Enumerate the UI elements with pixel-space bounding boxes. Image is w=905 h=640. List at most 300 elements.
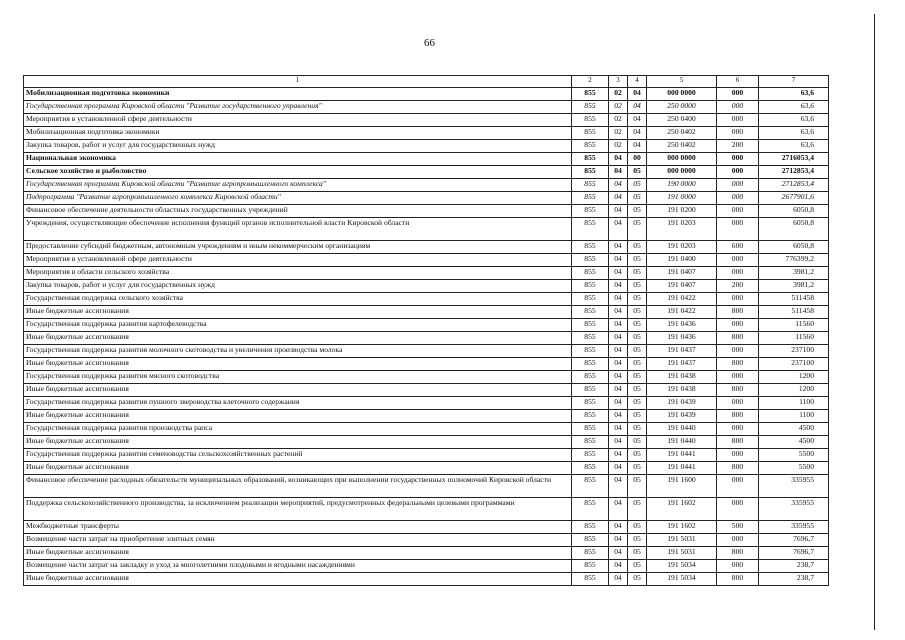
row-target-code: 250 0402 xyxy=(647,127,717,140)
table-row xyxy=(24,410,829,423)
row-ministry-code: 855 xyxy=(572,371,609,384)
row-expense-type-code: 800 xyxy=(717,358,759,371)
row-target-code: 191 0400 xyxy=(647,254,717,267)
table-row xyxy=(24,423,829,436)
row-expense-type-code: 800 xyxy=(717,436,759,449)
table-row xyxy=(24,547,829,560)
row-ministry-code: 855 xyxy=(572,254,609,267)
row-amount: 237100 xyxy=(759,345,829,358)
row-amount: 2677901,6 xyxy=(759,192,829,205)
table-row xyxy=(24,166,829,179)
row-section-code: 02 xyxy=(609,140,628,153)
row-amount: 5500 xyxy=(759,462,829,475)
row-amount: 5500 xyxy=(759,449,829,462)
row-amount: 6050,8 xyxy=(759,241,829,254)
row-ministry-code: 855 xyxy=(572,436,609,449)
row-ministry-code: 855 xyxy=(572,140,609,153)
row-amount: 63,6 xyxy=(759,114,829,127)
table-row xyxy=(24,218,829,241)
row-ministry-code: 855 xyxy=(572,462,609,475)
table-row xyxy=(24,140,829,153)
row-ministry-code: 855 xyxy=(572,332,609,345)
row-section-code: 04 xyxy=(609,205,628,218)
row-name: Государственная поддержка развития картофелеводства xyxy=(24,319,572,332)
row-target-code: 191 0440 xyxy=(647,423,717,436)
row-amount: 7696,7 xyxy=(759,547,829,560)
row-subsection-code: 05 xyxy=(628,371,647,384)
row-ministry-code: 855 xyxy=(572,423,609,436)
table-row xyxy=(24,358,829,371)
row-section-code: 04 xyxy=(609,371,628,384)
row-target-code: 000 0000 xyxy=(647,153,717,166)
row-section-code: 04 xyxy=(609,358,628,371)
row-subsection-code: 05 xyxy=(628,345,647,358)
row-expense-type-code: 000 xyxy=(717,475,759,498)
row-expense-type-code: 800 xyxy=(717,547,759,560)
table-row xyxy=(24,127,829,140)
row-name: Сельское хозяйство и рыболовство xyxy=(24,166,572,179)
row-ministry-code: 855 xyxy=(572,192,609,205)
row-name: Мероприятия в установленной сфере деятельности xyxy=(24,114,572,127)
row-ministry-code: 855 xyxy=(572,88,609,101)
row-section-code: 04 xyxy=(609,241,628,254)
row-section-code: 04 xyxy=(609,423,628,436)
row-section-code: 04 xyxy=(609,153,628,166)
row-target-code: 191 1602 xyxy=(647,498,717,521)
row-ministry-code: 855 xyxy=(572,319,609,332)
row-target-code: 191 0440 xyxy=(647,436,717,449)
row-amount: 2712853,4 xyxy=(759,166,829,179)
row-ministry-code: 855 xyxy=(572,397,609,410)
row-ministry-code: 855 xyxy=(572,560,609,573)
row-target-code: 191 0441 xyxy=(647,462,717,475)
row-name: Государственная программа Кировской области "Развитие государственного управления" xyxy=(24,101,572,114)
row-subsection-code: 05 xyxy=(628,254,647,267)
row-section-code: 02 xyxy=(609,101,628,114)
row-subsection-code: 05 xyxy=(628,397,647,410)
row-target-code: 191 1600 xyxy=(647,475,717,498)
row-ministry-code: 855 xyxy=(572,498,609,521)
row-amount: 2716053,4 xyxy=(759,153,829,166)
row-target-code: 191 0407 xyxy=(647,267,717,280)
row-target-code: 191 0000 xyxy=(647,192,717,205)
row-subsection-code: 04 xyxy=(628,101,647,114)
row-amount: 511458 xyxy=(759,293,829,306)
row-name: Финансовое обеспечение деятельности областных государственных учреждений xyxy=(24,205,572,218)
row-target-code: 191 0438 xyxy=(647,384,717,397)
table-row xyxy=(24,384,829,397)
table-row xyxy=(24,88,829,101)
row-expense-type-code: 000 xyxy=(717,345,759,358)
row-section-code: 04 xyxy=(609,547,628,560)
row-ministry-code: 855 xyxy=(572,384,609,397)
row-name: Иные бюджетные ассигнования xyxy=(24,573,572,586)
row-name: Возмещение части затрат на приобретение элитных семян xyxy=(24,534,572,547)
table-row xyxy=(24,306,829,319)
row-ministry-code: 855 xyxy=(572,127,609,140)
row-subsection-code: 05 xyxy=(628,573,647,586)
row-ministry-code: 855 xyxy=(572,166,609,179)
row-subsection-code: 05 xyxy=(628,384,647,397)
row-expense-type-code: 000 xyxy=(717,319,759,332)
row-section-code: 04 xyxy=(609,573,628,586)
row-ministry-code: 855 xyxy=(572,205,609,218)
row-name: Иные бюджетные ассигнования xyxy=(24,436,572,449)
table-row xyxy=(24,397,829,410)
row-target-code: 191 0407 xyxy=(647,280,717,293)
table-row xyxy=(24,267,829,280)
table-row xyxy=(24,280,829,293)
row-subsection-code: 05 xyxy=(628,498,647,521)
table-row xyxy=(24,114,829,127)
row-amount: 237100 xyxy=(759,358,829,371)
row-target-code: 190 0000 xyxy=(647,179,717,192)
row-amount: 63,6 xyxy=(759,101,829,114)
table-row xyxy=(24,345,829,358)
row-target-code: 191 0437 xyxy=(647,358,717,371)
row-subsection-code: 05 xyxy=(628,319,647,332)
row-amount: 63,6 xyxy=(759,88,829,101)
row-ministry-code: 855 xyxy=(572,475,609,498)
table-row xyxy=(24,319,829,332)
row-expense-type-code: 000 xyxy=(717,218,759,241)
row-ministry-code: 855 xyxy=(572,534,609,547)
row-subsection-code: 04 xyxy=(628,140,647,153)
row-amount: 511458 xyxy=(759,306,829,319)
table-row xyxy=(24,436,829,449)
row-name: Иные бюджетные ассигнования xyxy=(24,462,572,475)
row-name: Иные бюджетные ассигнования xyxy=(24,547,572,560)
row-expense-type-code: 000 xyxy=(717,534,759,547)
row-target-code: 191 0439 xyxy=(647,410,717,423)
row-subsection-code: 05 xyxy=(628,241,647,254)
row-section-code: 04 xyxy=(609,410,628,423)
row-expense-type-code: 500 xyxy=(717,521,759,534)
row-ministry-code: 855 xyxy=(572,114,609,127)
row-amount: 11560 xyxy=(759,319,829,332)
row-expense-type-code: 800 xyxy=(717,462,759,475)
row-subsection-code: 05 xyxy=(628,462,647,475)
table-row xyxy=(24,332,829,345)
row-target-code: 191 0439 xyxy=(647,397,717,410)
row-name: Мероприятия в области сельского хозяйства xyxy=(24,267,572,280)
row-expense-type-code: 000 xyxy=(717,101,759,114)
row-section-code: 04 xyxy=(609,192,628,205)
row-target-code: 191 5034 xyxy=(647,560,717,573)
row-name: Иные бюджетные ассигнования xyxy=(24,306,572,319)
column-number-row xyxy=(24,76,829,88)
row-amount: 1100 xyxy=(759,397,829,410)
row-subsection-code: 05 xyxy=(628,449,647,462)
table-row xyxy=(24,521,829,534)
table-row xyxy=(24,153,829,166)
row-name: Мобилизационная подготовка экономики xyxy=(24,127,572,140)
column-number: 3 xyxy=(609,76,628,88)
row-expense-type-code: 000 xyxy=(717,397,759,410)
row-subsection-code: 05 xyxy=(628,306,647,319)
row-ministry-code: 855 xyxy=(572,280,609,293)
row-section-code: 04 xyxy=(609,267,628,280)
row-target-code: 000 0000 xyxy=(647,88,717,101)
row-name: Государственная программа Кировской области "Развитие агропромышленного комплекса" xyxy=(24,179,572,192)
column-number: 1 xyxy=(24,76,572,88)
row-subsection-code: 05 xyxy=(628,205,647,218)
row-ministry-code: 855 xyxy=(572,241,609,254)
page-number: 66 xyxy=(424,37,435,49)
row-section-code: 04 xyxy=(609,449,628,462)
row-subsection-code: 00 xyxy=(628,153,647,166)
row-name: Государственная поддержка развития молочного скотоводства и увеличения производства молока xyxy=(24,345,572,358)
row-target-code: 191 0422 xyxy=(647,306,717,319)
row-ministry-code: 855 xyxy=(572,345,609,358)
row-name: Предоставление субсидий бюджетным, автономным учреждениям и иным некоммерческим организациям xyxy=(24,241,572,254)
row-section-code: 04 xyxy=(609,498,628,521)
row-subsection-code: 05 xyxy=(628,560,647,573)
row-target-code: 191 0203 xyxy=(647,241,717,254)
row-amount: 776399,2 xyxy=(759,254,829,267)
row-subsection-code: 05 xyxy=(628,423,647,436)
row-target-code: 000 0000 xyxy=(647,166,717,179)
row-section-code: 04 xyxy=(609,521,628,534)
row-ministry-code: 855 xyxy=(572,153,609,166)
row-expense-type-code: 000 xyxy=(717,153,759,166)
row-ministry-code: 855 xyxy=(572,410,609,423)
row-target-code: 191 0422 xyxy=(647,293,717,306)
row-amount: 335955 xyxy=(759,475,829,498)
row-target-code: 191 0438 xyxy=(647,371,717,384)
table-row xyxy=(24,560,829,573)
row-amount: 3981,2 xyxy=(759,280,829,293)
row-expense-type-code: 800 xyxy=(717,410,759,423)
scan-edge-line xyxy=(874,14,875,630)
row-name: Мобилизационная подготовка экономики xyxy=(24,88,572,101)
row-expense-type-code: 800 xyxy=(717,573,759,586)
row-name: Подпрограмма "Развитие агропромышленного комплекса Кировской области" xyxy=(24,192,572,205)
row-name: Закупка товаров, работ и услуг для государственных нужд xyxy=(24,280,572,293)
table-row xyxy=(24,241,829,254)
row-section-code: 04 xyxy=(609,254,628,267)
row-name: Поддержка сельскохозяйственного производства, за исключением реализации мероприятий, предусмотренных федеральными целевыми программами xyxy=(24,498,572,521)
row-name: Государственная поддержка развития производства рапса xyxy=(24,423,572,436)
row-section-code: 04 xyxy=(609,397,628,410)
row-expense-type-code: 000 xyxy=(717,114,759,127)
row-target-code: 191 5034 xyxy=(647,573,717,586)
row-section-code: 04 xyxy=(609,560,628,573)
row-expense-type-code: 000 xyxy=(717,267,759,280)
row-section-code: 02 xyxy=(609,114,628,127)
row-amount: 4500 xyxy=(759,423,829,436)
row-ministry-code: 855 xyxy=(572,547,609,560)
row-target-code: 191 0200 xyxy=(647,205,717,218)
row-subsection-code: 05 xyxy=(628,280,647,293)
row-expense-type-code: 200 xyxy=(717,140,759,153)
row-expense-type-code: 000 xyxy=(717,498,759,521)
row-section-code: 04 xyxy=(609,332,628,345)
row-expense-type-code: 200 xyxy=(717,280,759,293)
row-amount: 3981,2 xyxy=(759,267,829,280)
row-expense-type-code: 000 xyxy=(717,88,759,101)
row-target-code: 191 0436 xyxy=(647,332,717,345)
row-target-code: 191 1602 xyxy=(647,521,717,534)
row-subsection-code: 05 xyxy=(628,521,647,534)
row-name: Государственная поддержка сельского хозяйства xyxy=(24,293,572,306)
row-target-code: 191 0441 xyxy=(647,449,717,462)
row-expense-type-code: 000 xyxy=(717,192,759,205)
row-section-code: 04 xyxy=(609,462,628,475)
row-ministry-code: 855 xyxy=(572,449,609,462)
table-row xyxy=(24,573,829,586)
table-row xyxy=(24,371,829,384)
row-subsection-code: 05 xyxy=(628,166,647,179)
row-expense-type-code: 000 xyxy=(717,560,759,573)
row-name: Государственная поддержка развития мясного скотоводства xyxy=(24,371,572,384)
row-name: Возмещение части затрат на закладку и уход за многолетними плодовыми и ягодными насаждениями xyxy=(24,560,572,573)
row-section-code: 04 xyxy=(609,475,628,498)
column-number: 6 xyxy=(717,76,759,88)
row-amount: 6050,8 xyxy=(759,205,829,218)
row-ministry-code: 855 xyxy=(572,267,609,280)
row-expense-type-code: 000 xyxy=(717,254,759,267)
row-section-code: 04 xyxy=(609,280,628,293)
table-row xyxy=(24,293,829,306)
table-row xyxy=(24,449,829,462)
row-amount: 63,6 xyxy=(759,140,829,153)
row-subsection-code: 05 xyxy=(628,410,647,423)
row-section-code: 02 xyxy=(609,127,628,140)
row-amount: 335955 xyxy=(759,498,829,521)
table-row xyxy=(24,205,829,218)
row-ministry-code: 855 xyxy=(572,358,609,371)
row-ministry-code: 855 xyxy=(572,218,609,241)
row-section-code: 04 xyxy=(609,166,628,179)
row-subsection-code: 04 xyxy=(628,127,647,140)
row-amount: 2712853,4 xyxy=(759,179,829,192)
row-amount: 63,6 xyxy=(759,127,829,140)
row-subsection-code: 05 xyxy=(628,534,647,547)
row-name: Государственная поддержка развития пушного звероводства клеточного содержания xyxy=(24,397,572,410)
row-name: Государственная поддержка развития семеноводства сельскохозяйственных растений xyxy=(24,449,572,462)
row-subsection-code: 05 xyxy=(628,267,647,280)
row-target-code: 191 0437 xyxy=(647,345,717,358)
row-ministry-code: 855 xyxy=(572,179,609,192)
table-row xyxy=(24,101,829,114)
row-amount: 1100 xyxy=(759,410,829,423)
row-expense-type-code: 000 xyxy=(717,371,759,384)
row-target-code: 191 5031 xyxy=(647,534,717,547)
row-amount: 6050,8 xyxy=(759,218,829,241)
row-expense-type-code: 000 xyxy=(717,205,759,218)
row-subsection-code: 05 xyxy=(628,293,647,306)
row-subsection-code: 05 xyxy=(628,332,647,345)
row-ministry-code: 855 xyxy=(572,293,609,306)
row-name: Мероприятия в установленной сфере деятельности xyxy=(24,254,572,267)
column-number: 5 xyxy=(647,76,717,88)
row-name: Иные бюджетные ассигнования xyxy=(24,384,572,397)
row-subsection-code: 05 xyxy=(628,192,647,205)
row-name: Иные бюджетные ассигнования xyxy=(24,358,572,371)
budget-table-body xyxy=(24,76,829,586)
row-subsection-code: 05 xyxy=(628,436,647,449)
row-subsection-code: 05 xyxy=(628,179,647,192)
row-subsection-code: 04 xyxy=(628,114,647,127)
row-expense-type-code: 000 xyxy=(717,449,759,462)
row-name: Межбюджетные трансферты xyxy=(24,521,572,534)
row-amount: 4500 xyxy=(759,436,829,449)
row-target-code: 250 0000 xyxy=(647,101,717,114)
row-target-code: 191 5031 xyxy=(647,547,717,560)
row-name: Закупка товаров, работ и услуг для государственных нужд xyxy=(24,140,572,153)
row-expense-type-code: 000 xyxy=(717,179,759,192)
table-row xyxy=(24,254,829,267)
row-expense-type-code: 000 xyxy=(717,127,759,140)
row-expense-type-code: 000 xyxy=(717,166,759,179)
row-subsection-code: 05 xyxy=(628,547,647,560)
column-number: 7 xyxy=(759,76,829,88)
row-section-code: 02 xyxy=(609,88,628,101)
table-row xyxy=(24,534,829,547)
row-expense-type-code: 800 xyxy=(717,306,759,319)
row-section-code: 04 xyxy=(609,306,628,319)
row-amount: 1200 xyxy=(759,384,829,397)
row-section-code: 04 xyxy=(609,436,628,449)
row-ministry-code: 855 xyxy=(572,101,609,114)
column-number: 4 xyxy=(628,76,647,88)
row-expense-type-code: 800 xyxy=(717,332,759,345)
row-target-code: 191 0203 xyxy=(647,218,717,241)
table-row xyxy=(24,179,829,192)
row-subsection-code: 05 xyxy=(628,358,647,371)
row-amount: 335955 xyxy=(759,521,829,534)
row-target-code: 250 0400 xyxy=(647,114,717,127)
row-amount: 238,7 xyxy=(759,560,829,573)
row-section-code: 04 xyxy=(609,218,628,241)
row-target-code: 250 0402 xyxy=(647,140,717,153)
table-row xyxy=(24,462,829,475)
row-expense-type-code: 600 xyxy=(717,241,759,254)
row-name: Иные бюджетные ассигнования xyxy=(24,332,572,345)
row-section-code: 04 xyxy=(609,319,628,332)
row-section-code: 04 xyxy=(609,534,628,547)
row-name: Финансовое обеспечение расходных обязательств муниципальных образований, возникающих при выполнении государственных полномочий Кировской области xyxy=(24,475,572,498)
row-expense-type-code: 800 xyxy=(717,384,759,397)
row-ministry-code: 855 xyxy=(572,521,609,534)
table-row xyxy=(24,498,829,521)
row-amount: 11560 xyxy=(759,332,829,345)
row-subsection-code: 05 xyxy=(628,218,647,241)
column-number: 2 xyxy=(572,76,609,88)
budget-table xyxy=(23,75,829,586)
row-section-code: 04 xyxy=(609,293,628,306)
row-subsection-code: 05 xyxy=(628,475,647,498)
table-row xyxy=(24,192,829,205)
row-target-code: 191 0436 xyxy=(647,319,717,332)
row-expense-type-code: 000 xyxy=(717,293,759,306)
row-section-code: 04 xyxy=(609,179,628,192)
row-name: Иные бюджетные ассигнования xyxy=(24,410,572,423)
row-ministry-code: 855 xyxy=(572,306,609,319)
row-amount: 7696,7 xyxy=(759,534,829,547)
row-subsection-code: 04 xyxy=(628,88,647,101)
row-amount: 1200 xyxy=(759,371,829,384)
row-ministry-code: 855 xyxy=(572,573,609,586)
row-section-code: 04 xyxy=(609,384,628,397)
row-name: Учреждения, осуществляющие обеспечение исполнения функций органов исполнительной власти Кировской области xyxy=(24,218,572,241)
row-section-code: 04 xyxy=(609,345,628,358)
row-name: Национальная экономика xyxy=(24,153,572,166)
table-row xyxy=(24,475,829,498)
row-amount: 238,7 xyxy=(759,573,829,586)
row-expense-type-code: 000 xyxy=(717,423,759,436)
